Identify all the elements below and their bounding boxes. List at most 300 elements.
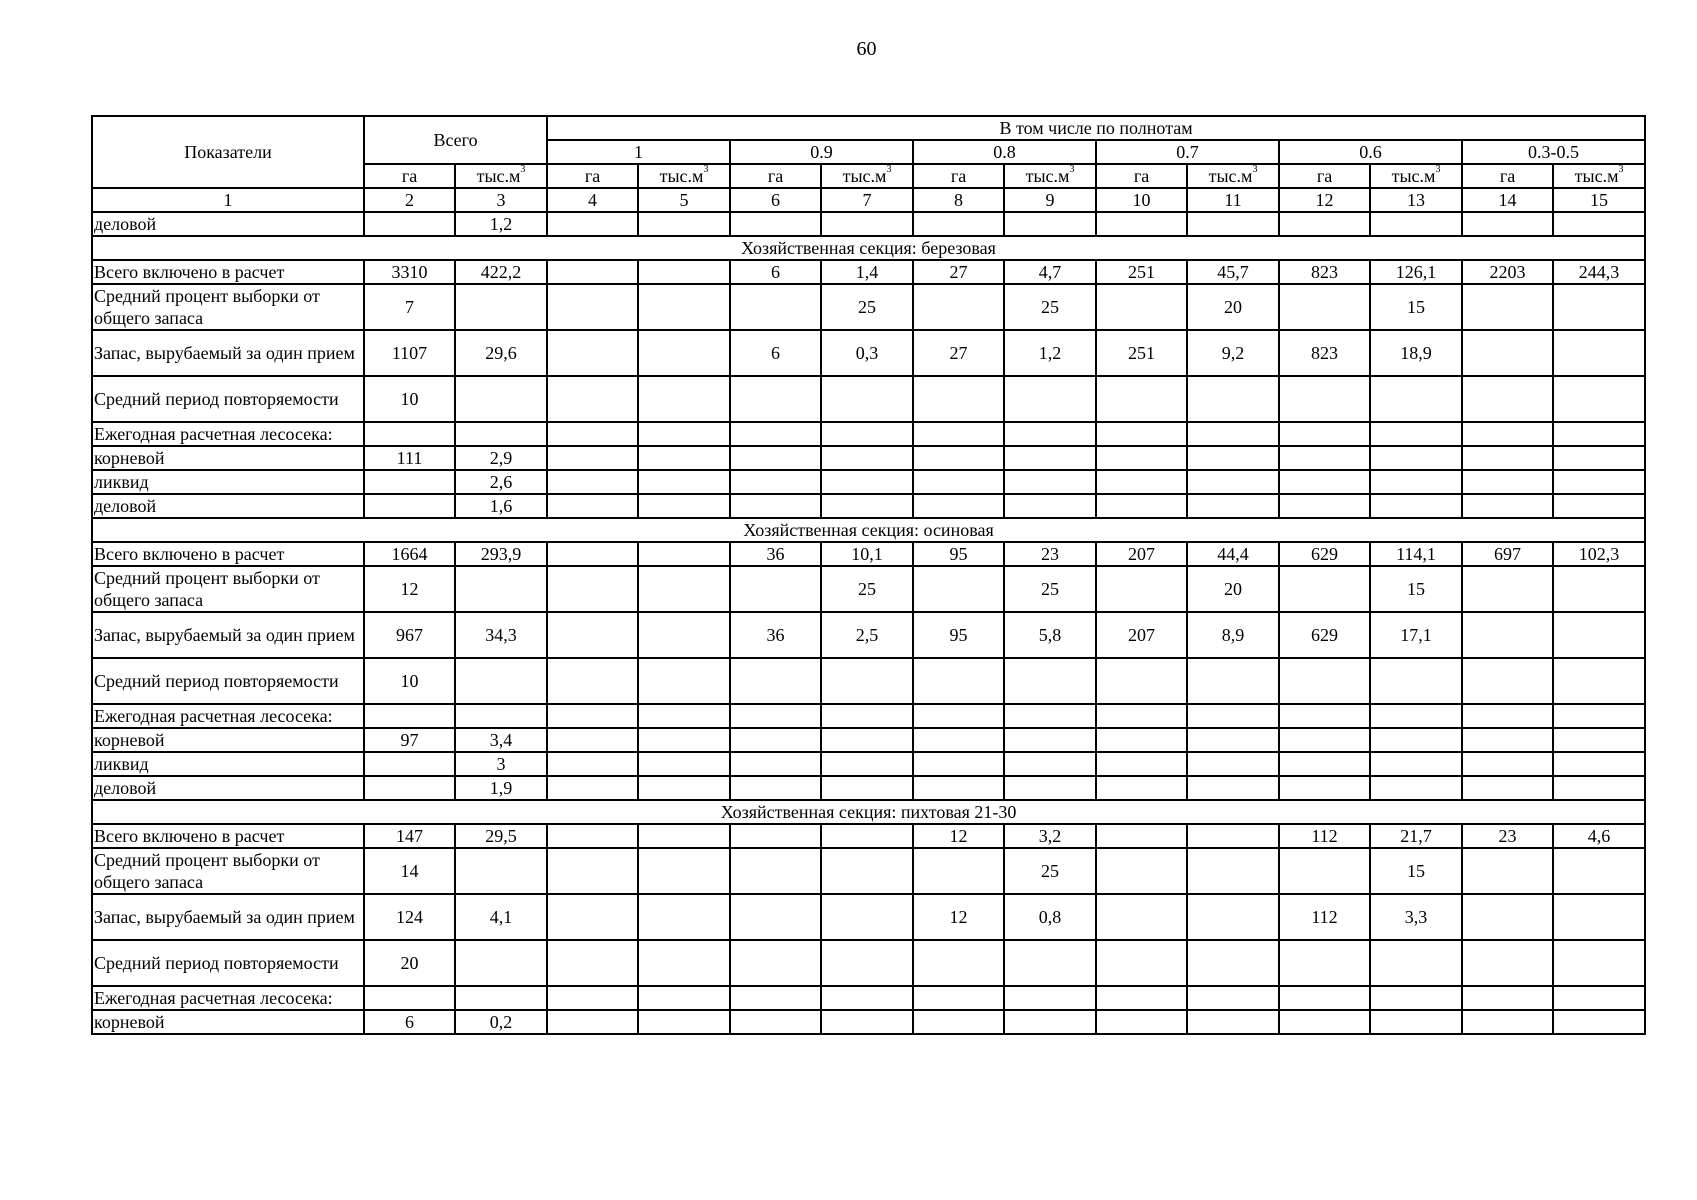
table-cell: 95 (913, 542, 1004, 566)
table-cell (1462, 612, 1553, 658)
table-cell (638, 1010, 730, 1034)
table-cell: 1107 (364, 330, 455, 376)
table-row (92, 422, 1645, 446)
table-cell (1096, 776, 1187, 800)
unit-volume-text: тыс.м (1574, 166, 1619, 186)
table-cell (1279, 422, 1370, 446)
table-cell: 0,3 (821, 330, 913, 376)
table-cell: 2203 (1462, 260, 1553, 284)
table-cell (913, 940, 1004, 986)
table-cell (730, 986, 821, 1010)
table-cell (1370, 940, 1462, 986)
table-cell: 5,8 (1004, 612, 1096, 658)
table-cell (1279, 728, 1370, 752)
table-cell: 95 (913, 612, 1004, 658)
table-cell (1187, 446, 1279, 470)
unit-volume-superscript: 3 (1435, 164, 1441, 175)
table-cell (1462, 376, 1553, 422)
row-label: Ежегодная расчетная лесосека: (92, 986, 364, 1010)
table-cell: 10,1 (821, 542, 913, 566)
row-label: ликвид (92, 752, 364, 776)
table-cell: 20 (364, 940, 455, 986)
table-cell (1096, 940, 1187, 986)
table-cell (821, 776, 913, 800)
column-number: 13 (1370, 188, 1462, 212)
table-cell (638, 446, 730, 470)
table-cell (1553, 728, 1645, 752)
table-cell (821, 704, 913, 728)
table-row (92, 470, 1645, 494)
table-cell: 1,2 (1004, 330, 1096, 376)
table-cell: 2,9 (455, 446, 547, 470)
table-row (92, 940, 1645, 986)
table-cell (638, 376, 730, 422)
table-cell (638, 752, 730, 776)
table-cell (364, 212, 455, 236)
table-cell (638, 704, 730, 728)
table-cell: 1,9 (455, 776, 547, 800)
table-cell (1370, 986, 1462, 1010)
table-cell: 15 (1370, 284, 1462, 330)
column-number: 8 (913, 188, 1004, 212)
table-cell (1187, 212, 1279, 236)
table-cell (1096, 566, 1187, 612)
table-cell (913, 1010, 1004, 1034)
table-cell: 823 (1279, 260, 1370, 284)
header-unit-ha: га (547, 164, 638, 188)
table-cell (1462, 704, 1553, 728)
table-cell (1462, 848, 1553, 894)
table-cell (1187, 940, 1279, 986)
table-cell (913, 986, 1004, 1010)
table-cell: 8,9 (1187, 612, 1279, 658)
row-label: Средний период повторяемости (92, 658, 364, 704)
table-cell (1096, 824, 1187, 848)
table-cell (1187, 422, 1279, 446)
table-cell (1187, 824, 1279, 848)
table-cell (455, 704, 547, 728)
table-cell (821, 824, 913, 848)
table-row (92, 704, 1645, 728)
table-cell: 25 (1004, 848, 1096, 894)
table-cell: 112 (1279, 894, 1370, 940)
row-label: Всего включено в расчет (92, 260, 364, 284)
table-cell (638, 422, 730, 446)
table-cell: 17,1 (1370, 612, 1462, 658)
table-cell (1370, 376, 1462, 422)
table-cell (638, 470, 730, 494)
table-cell (1553, 330, 1645, 376)
table-cell (913, 566, 1004, 612)
table-cell (1462, 986, 1553, 1010)
row-label: Средний период повторяемости (92, 376, 364, 422)
header-unit-ha: га (730, 164, 821, 188)
table-cell (547, 376, 638, 422)
table-cell (1004, 940, 1096, 986)
header-density: 0.7 (1096, 140, 1279, 164)
table-cell (730, 704, 821, 728)
table-cell (1462, 284, 1553, 330)
table-cell: 12 (913, 824, 1004, 848)
table-cell (547, 470, 638, 494)
table-cell (1553, 848, 1645, 894)
table-cell (547, 848, 638, 894)
row-label: деловой (92, 212, 364, 236)
table-cell (1279, 940, 1370, 986)
header-row-1 (92, 116, 1645, 140)
table-cell (730, 848, 821, 894)
table-cell (1004, 470, 1096, 494)
table-cell (638, 848, 730, 894)
header-unit-ha: га (913, 164, 1004, 188)
table-cell (1004, 212, 1096, 236)
table-cell (638, 330, 730, 376)
header-density: 0.6 (1279, 140, 1462, 164)
table-cell: 111 (364, 446, 455, 470)
table-cell (638, 940, 730, 986)
table-cell (547, 494, 638, 518)
table-cell (1553, 612, 1645, 658)
column-number: 5 (638, 188, 730, 212)
table-cell (1553, 752, 1645, 776)
table-cell (1096, 894, 1187, 940)
table-cell (547, 446, 638, 470)
table-cell (638, 824, 730, 848)
table-cell: 147 (364, 824, 455, 848)
table-cell: 27 (913, 330, 1004, 376)
table-cell: 29,6 (455, 330, 547, 376)
table-cell: 3310 (364, 260, 455, 284)
table-cell: 124 (364, 894, 455, 940)
column-number: 10 (1096, 188, 1187, 212)
table-cell: 10 (364, 658, 455, 704)
table-cell (1004, 776, 1096, 800)
table-cell (913, 376, 1004, 422)
table-cell (1187, 1010, 1279, 1034)
table-row (92, 446, 1645, 470)
table-cell: 251 (1096, 260, 1187, 284)
table-cell (1462, 330, 1553, 376)
table-cell: 45,7 (1187, 260, 1279, 284)
table-cell (1553, 494, 1645, 518)
section-title: Хозяйственная секция: осиновая (92, 518, 1645, 542)
table-cell (1553, 704, 1645, 728)
table-row (92, 330, 1645, 376)
table-cell (1004, 494, 1096, 518)
header-unit-ha: га (1279, 164, 1370, 188)
table-cell: 207 (1096, 542, 1187, 566)
table-cell (730, 422, 821, 446)
table-cell (1462, 894, 1553, 940)
table-cell (1187, 894, 1279, 940)
table-cell (1553, 284, 1645, 330)
header-by-density: В том числе по полнотам (547, 116, 1645, 140)
header-unit-volume (1187, 164, 1279, 188)
table-cell: 15 (1370, 848, 1462, 894)
table-cell (1370, 728, 1462, 752)
table-cell (455, 848, 547, 894)
row-label: Запас, вырубаемый за один прием (92, 894, 364, 940)
table-cell (1553, 986, 1645, 1010)
table-cell (1187, 494, 1279, 518)
table-cell (364, 704, 455, 728)
header-density: 0.8 (913, 140, 1096, 164)
unit-volume-text: тыс.м (1208, 166, 1253, 186)
table-row (92, 1010, 1645, 1034)
table-cell (1553, 1010, 1645, 1034)
table-cell (364, 422, 455, 446)
unit-volume-superscript: 3 (886, 164, 892, 175)
table-row (92, 824, 1645, 848)
table-cell (730, 470, 821, 494)
column-number: 15 (1553, 188, 1645, 212)
table-row (92, 494, 1645, 518)
table-cell (1370, 658, 1462, 704)
table-cell: 14 (364, 848, 455, 894)
table-cell (364, 470, 455, 494)
table-cell: 629 (1279, 542, 1370, 566)
table-cell (1096, 470, 1187, 494)
table-row (92, 776, 1645, 800)
table-cell: 12 (913, 894, 1004, 940)
table-cell (730, 376, 821, 422)
table-row (92, 566, 1645, 612)
table-cell (1279, 986, 1370, 1010)
table-cell (547, 658, 638, 704)
table-cell: 36 (730, 542, 821, 566)
table-cell (547, 728, 638, 752)
table-cell (1462, 752, 1553, 776)
table-cell (1096, 728, 1187, 752)
table-cell (1553, 658, 1645, 704)
table-cell (547, 612, 638, 658)
table-cell (1004, 752, 1096, 776)
unit-volume-text: тыс.м (1025, 166, 1070, 186)
table-cell (638, 542, 730, 566)
table-header (92, 116, 1645, 212)
table-cell (1187, 986, 1279, 1010)
table-row (92, 848, 1645, 894)
table-row (92, 894, 1645, 940)
table-cell (1187, 752, 1279, 776)
table-row (92, 542, 1645, 566)
table-cell (821, 422, 913, 446)
row-label: Ежегодная расчетная лесосека: (92, 422, 364, 446)
table-cell (638, 284, 730, 330)
table-cell: 25 (821, 566, 913, 612)
section-header-row (92, 236, 1645, 260)
table-cell (1279, 848, 1370, 894)
table-cell: 27 (913, 260, 1004, 284)
table-cell (913, 494, 1004, 518)
table-cell (1096, 376, 1187, 422)
header-unit-volume (455, 164, 547, 188)
column-number: 11 (1187, 188, 1279, 212)
table-cell (1553, 894, 1645, 940)
table-cell: 251 (1096, 330, 1187, 376)
table-cell (1279, 704, 1370, 728)
table-cell (1096, 704, 1187, 728)
table-cell (547, 566, 638, 612)
table-cell (821, 1010, 913, 1034)
column-number: 9 (1004, 188, 1096, 212)
table-cell: 34,3 (455, 612, 547, 658)
row-label: Всего включено в расчет (92, 542, 364, 566)
row-label: корневой (92, 446, 364, 470)
table-cell: 4,6 (1553, 824, 1645, 848)
table-row (92, 986, 1645, 1010)
page-number: 60 (856, 38, 877, 60)
table-cell: 21,7 (1370, 824, 1462, 848)
header-unit-volume (821, 164, 913, 188)
table-cell (1553, 940, 1645, 986)
table-cell (1004, 658, 1096, 704)
table-cell (730, 446, 821, 470)
table-cell: 1,4 (821, 260, 913, 284)
table-cell (1553, 776, 1645, 800)
table-cell (730, 824, 821, 848)
table-cell (1004, 422, 1096, 446)
table-cell (821, 470, 913, 494)
table-cell (1462, 470, 1553, 494)
table-cell: 244,3 (1553, 260, 1645, 284)
table-cell (1462, 1010, 1553, 1034)
table-cell (1553, 446, 1645, 470)
header-indicators: Показатели (92, 116, 364, 188)
table-cell (638, 658, 730, 704)
table-cell (730, 212, 821, 236)
table-cell (1279, 1010, 1370, 1034)
table-cell (1279, 470, 1370, 494)
table-cell (547, 824, 638, 848)
table-cell (1553, 422, 1645, 446)
header-unit-ha: га (1462, 164, 1553, 188)
table-cell (547, 330, 638, 376)
table-cell (547, 212, 638, 236)
table-cell (1370, 1010, 1462, 1034)
table-cell (913, 776, 1004, 800)
table-cell (455, 940, 547, 986)
table-cell (1370, 776, 1462, 800)
unit-volume-text: тыс.м (659, 166, 704, 186)
table-cell (1370, 752, 1462, 776)
table-cell (547, 986, 638, 1010)
row-label: Ежегодная расчетная лесосека: (92, 704, 364, 728)
table-cell (1187, 728, 1279, 752)
table-cell (730, 752, 821, 776)
column-number: 1 (92, 188, 364, 212)
unit-volume-superscript: 3 (1252, 164, 1258, 175)
table-cell (730, 728, 821, 752)
row-label: Средний процент выборки от общего запаса (92, 566, 364, 612)
table-cell (1462, 566, 1553, 612)
table-cell (547, 752, 638, 776)
table-cell: 1664 (364, 542, 455, 566)
table-cell (1187, 658, 1279, 704)
table-cell: 6 (730, 260, 821, 284)
row-label: Средний процент выборки от общего запаса (92, 848, 364, 894)
table-cell (730, 658, 821, 704)
table-cell: 4,7 (1004, 260, 1096, 284)
table-cell: 102,3 (1553, 542, 1645, 566)
table-row (92, 728, 1645, 752)
table-cell (821, 752, 913, 776)
unit-volume-text: тыс.м (842, 166, 887, 186)
table-cell (1187, 470, 1279, 494)
table-cell (1553, 566, 1645, 612)
table-cell (1462, 446, 1553, 470)
column-number: 3 (455, 188, 547, 212)
table-cell (547, 542, 638, 566)
table-cell (1187, 376, 1279, 422)
table-cell (821, 494, 913, 518)
table-cell (1279, 494, 1370, 518)
table-cell: 1,6 (455, 494, 547, 518)
table-cell (1096, 1010, 1187, 1034)
row-label: Средний период повторяемости (92, 940, 364, 986)
table-cell (1004, 728, 1096, 752)
table-cell (364, 494, 455, 518)
row-label: ликвид (92, 470, 364, 494)
section-header-row (92, 518, 1645, 542)
table-cell (547, 284, 638, 330)
table-cell: 23 (1462, 824, 1553, 848)
table-cell (547, 894, 638, 940)
row-label: деловой (92, 776, 364, 800)
table-cell: 697 (1462, 542, 1553, 566)
table-cell: 20 (1187, 284, 1279, 330)
table-cell (913, 728, 1004, 752)
column-number: 4 (547, 188, 638, 212)
table-cell (455, 566, 547, 612)
table-cell (1370, 446, 1462, 470)
table-cell: 36 (730, 612, 821, 658)
table-cell (913, 470, 1004, 494)
table-cell: 6 (730, 330, 821, 376)
table-cell (547, 1010, 638, 1034)
table-cell: 3 (455, 752, 547, 776)
table-cell: 15 (1370, 566, 1462, 612)
row-label: Всего включено в расчет (92, 824, 364, 848)
header-unit-ha: га (364, 164, 455, 188)
header-unit-volume (1004, 164, 1096, 188)
table-cell (821, 986, 913, 1010)
table-cell (638, 986, 730, 1010)
table-cell: 10 (364, 376, 455, 422)
table-cell (821, 728, 913, 752)
table-row (92, 658, 1645, 704)
table-cell (821, 848, 913, 894)
table-cell (638, 260, 730, 284)
unit-volume-superscript: 3 (1618, 164, 1624, 175)
table-cell (1279, 212, 1370, 236)
table-cell (1462, 658, 1553, 704)
table-cell: 207 (1096, 612, 1187, 658)
table-cell (913, 848, 1004, 894)
table-cell (1462, 940, 1553, 986)
table-cell (638, 212, 730, 236)
header-density: 0.9 (730, 140, 913, 164)
table-cell (821, 446, 913, 470)
table-cell (455, 986, 547, 1010)
table-cell (1553, 376, 1645, 422)
table-cell (638, 776, 730, 800)
table-cell (1096, 658, 1187, 704)
table-cell: 126,1 (1370, 260, 1462, 284)
header-unit-volume (1553, 164, 1645, 188)
table-cell (821, 940, 913, 986)
table-cell: 967 (364, 612, 455, 658)
